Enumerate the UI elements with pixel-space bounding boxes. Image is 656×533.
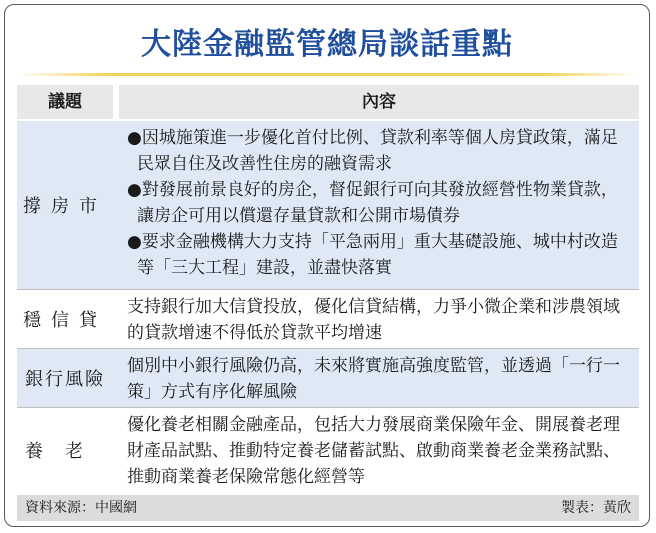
source-note: 資料來源：中國網 [25,500,137,516]
content-text: 個別中小銀行風險仍高，未來將實施高強度監管，並透過「一行一策」方式有序化解風險 [127,356,620,402]
content-text: 支持銀行加大信貸投放，優化信貸結構，力爭小微企業和涉農領域的貸款增速不得低於貸款平均增速 [127,297,620,343]
table-row-bank-risk [17,349,639,407]
table-row-credit [17,290,639,348]
footer [17,495,639,521]
list-item: ●對發展前景良好的房企，督促銀行可向其發放經營性物業貸款，讓房企可用以償還存量貸款和公開市場債券 [127,180,618,226]
content-text: 優化養老相關金融產品，包括大力發展商業保險年金、開展養老理財產品試點、推動特定養老儲蓄試點、啟動商業養老金業務試點、推動商業養老保險常態化經營等 [127,415,620,487]
list-item: ●因城施策進一步優化首付比例、貸款利率等個人房貸政策，滿足民眾自住及改善性住房的融資需求 [127,128,618,174]
content-bank-risk [119,349,639,407]
table-row-pension [17,408,639,492]
header-topic: 議題 [17,85,113,119]
list-item: ●要求金融機構大力支持「平急兩用」重大基礎設施、城中村改造等「三大工程」建設，並盡快落實 [127,232,618,278]
title-underline [17,73,637,76]
page-title: 大陸金融監管總局談話重點 [141,27,513,62]
table-row-housing [17,121,639,289]
infographic-frame [4,4,650,527]
header-content: 內容 [119,85,639,119]
content-credit [119,290,639,348]
topic-credit: 穩信貸 [23,310,107,331]
table-header [17,85,639,119]
content-housing [119,121,639,289]
topic-bank-risk: 銀行風險 [25,369,105,390]
content-pension [119,408,639,492]
topic-housing: 撐房市 [23,196,107,217]
maker-note: 製表：黃欣 [561,500,631,516]
topic-pension: 養老 [25,441,105,462]
